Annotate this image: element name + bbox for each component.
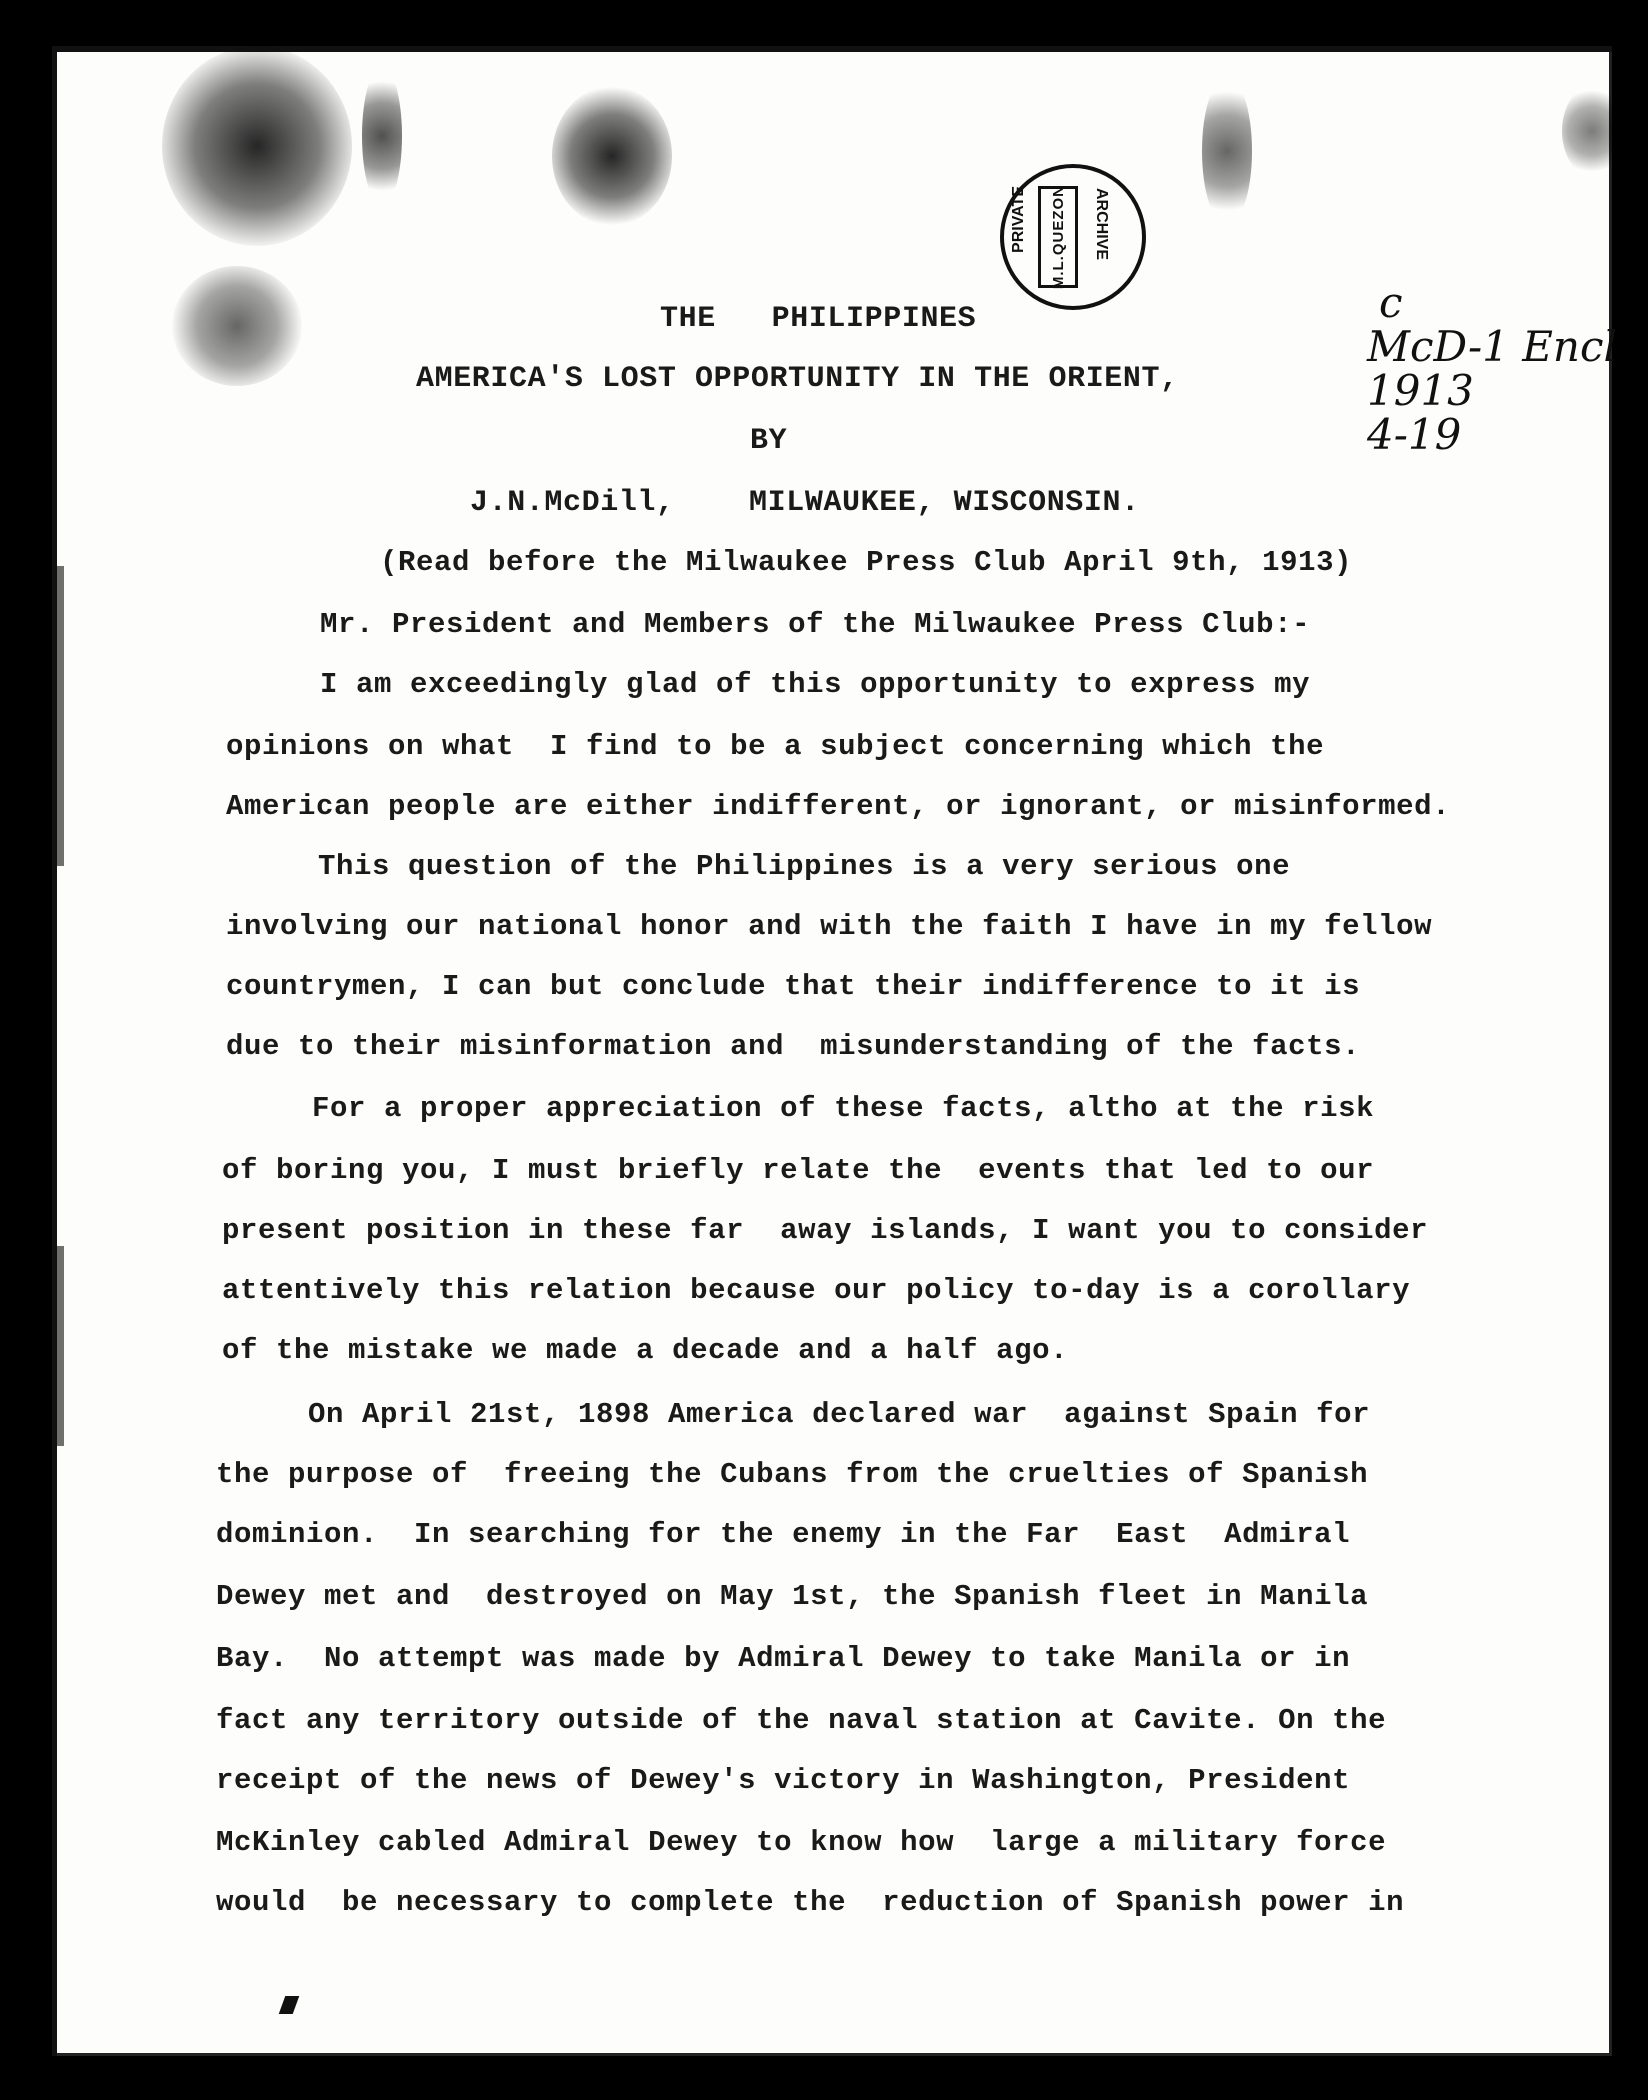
left-binding-mark [56,566,64,866]
byline-label: BY [750,424,788,458]
handwriting-line: 4-19 [1367,410,1462,459]
body-line: McKinley cabled Admiral Dewey to know how large a military force [216,1826,1387,1859]
body-line: receipt of the news of Dewey's victory in Washington, President [216,1764,1351,1797]
body-line: present position in these far away islands, I want you to consider [222,1214,1429,1247]
document-page [52,46,1617,2056]
ink-smudge [362,66,402,206]
body-line: countrymen, I can but conclude that their indifference to it is [226,970,1361,1003]
ink-mark [279,1996,300,2014]
ink-smudge [552,86,672,226]
handwriting-line: 1913 [1367,366,1474,415]
reading-note: (Read before the Milwaukee Press Club April 9th, 1913) [380,546,1353,579]
stamp-text-center: M.L.QUEZON [1049,184,1067,290]
body-line: the purpose of freeing the Cubans from the cruelties of Spanish [216,1458,1369,1491]
document-title: THE PHILIPPINES [660,302,977,336]
ink-smudge [1562,86,1622,176]
body-line: I am exceedingly glad of this opportunity to express my [320,668,1311,701]
body-line: attentively this relation because our policy to-day is a corollary [222,1274,1411,1307]
left-binding-mark [56,1246,64,1446]
body-line: American people are either indifferent, or ignorant, or misinformed. [226,790,1451,823]
body-line: of boring you, I must briefly relate the events that led to our [222,1154,1375,1187]
ink-smudge [172,266,302,386]
body-line: On April 21st, 1898 America declared war against Spain for [308,1398,1371,1431]
handwritten-annotation [1367,278,1637,459]
stamp-center-box [1038,186,1078,288]
stamp-text-right: ARCHIVE [1093,188,1110,261]
body-line: Bay. No attempt was made by Admiral Dewey to take Manila or in [216,1642,1351,1675]
handwriting-line: c [1379,278,1403,327]
body-line: For a proper appreciation of these facts, altho at the risk [312,1092,1375,1125]
body-line: opinions on what I find to be a subject concerning which the [226,730,1325,763]
archive-stamp [1000,164,1146,310]
body-line: This question of the Philippines is a very serious one [318,850,1291,883]
body-line: due to their misinformation and misunderstanding of the facts. [226,1030,1361,1063]
ink-smudge [1202,76,1252,226]
stamp-text-left: PRIVATE [1010,186,1027,253]
document-subtitle: AMERICA'S LOST OPPORTUNITY IN THE ORIENT, [416,362,1179,396]
ink-smudge [162,46,352,246]
left-edge-shadow [52,46,57,2056]
handwriting-line: McD-1 Encl [1367,322,1617,371]
author-line: J.N.McDill, MILWAUKEE, WISCONSIN. [470,486,1140,520]
body-line: Dewey met and destroyed on May 1st, the Spanish fleet in Manila [216,1580,1369,1613]
body-line: fact any territory outside of the naval station at Cavite. On the [216,1704,1387,1737]
body-line: involving our national honor and with the faith I have in my fellow [226,910,1433,943]
body-line: of the mistake we made a decade and a half ago. [222,1334,1069,1367]
body-line: Mr. President and Members of the Milwaukee Press Club:- [320,608,1311,641]
body-line: dominion. In searching for the enemy in the Far East Admiral [216,1518,1351,1551]
body-line: would be necessary to complete the reduction of Spanish power in [216,1886,1405,1919]
